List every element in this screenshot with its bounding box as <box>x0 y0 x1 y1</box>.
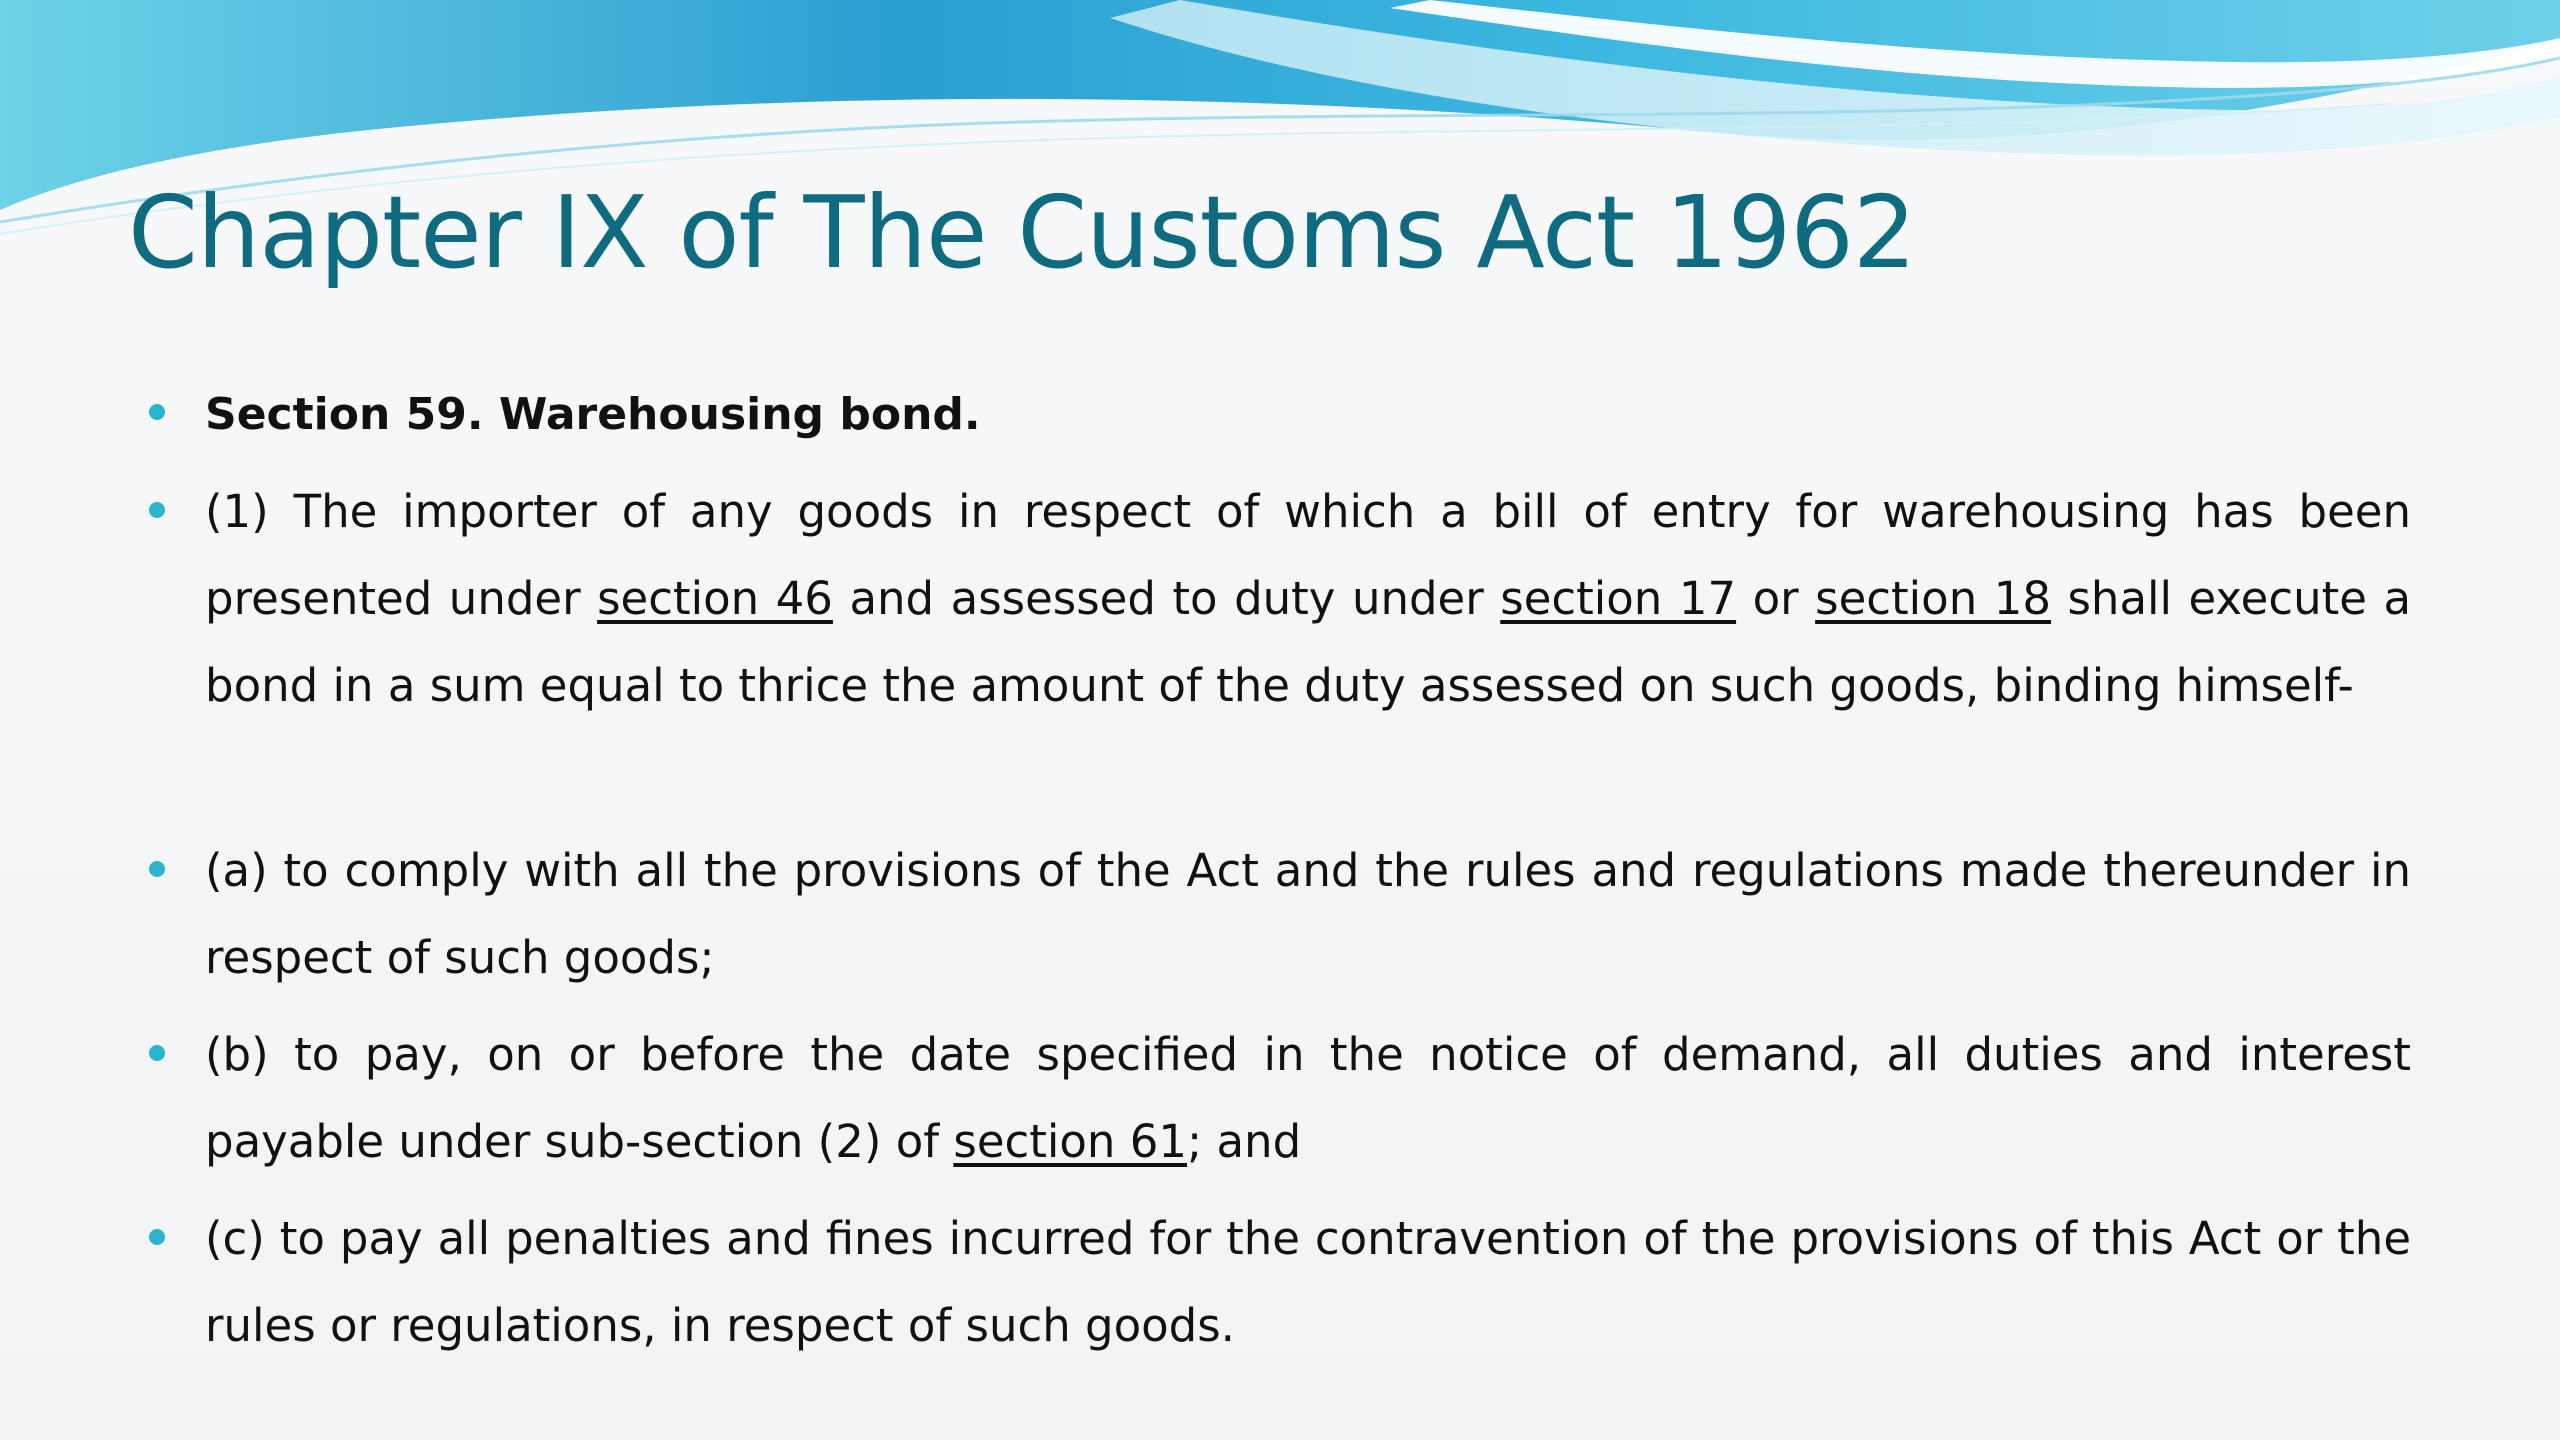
item-a-text: (a) to comply with all the provisions of the Act and the rules and regulations made thereunder in respect of such goods; <box>205 844 2411 984</box>
bullet-dot-icon <box>149 502 165 518</box>
section-17-link[interactable]: section 17 <box>1500 572 1737 625</box>
bullet-item-paragraph-1 <box>205 468 2411 729</box>
item-b-text-1: (b) to pay, on or before the date specified in the notice of demand, all duties and interest payable under sub-section (2) of <box>205 1028 2411 1168</box>
bullet-item-b <box>205 1011 2411 1185</box>
bullet-item-a <box>205 827 2411 1001</box>
paragraph-text-2: and assessed to duty under <box>832 572 1501 625</box>
section-18-link[interactable]: section 18 <box>1815 572 2051 625</box>
paragraph-text-1: (1) The importer of any goods in respect of which a bill of entry for warehousing has been presented under <box>205 485 2411 625</box>
bullet-dot-icon <box>149 404 165 420</box>
paragraph-text-4: shall execute a bond in a sum equal to thrice the amount of the duty assessed on such goods, binding himself- <box>205 572 2412 712</box>
bullet-item-heading <box>205 370 2411 458</box>
section-heading: Section 59. Warehousing bond. <box>205 389 981 440</box>
section-61-link[interactable]: section 61 <box>953 1115 1188 1168</box>
slide-title: Chapter IX of The Customs Act 1962 <box>128 174 1916 291</box>
bullet-dot-icon <box>149 861 165 877</box>
item-c-text: (c) to pay all penalties and fines incurred for the contravention of the provisions of this Act or the rules or regulations, in respect of such goods. <box>205 1212 2411 1352</box>
item-b-text-2: ; and <box>1187 1115 1302 1168</box>
bullet-dot-icon <box>149 1045 165 1061</box>
bullet-dot-icon <box>149 1229 165 1245</box>
section-46-link[interactable]: section 46 <box>597 572 833 625</box>
bullet-item-c <box>205 1195 2411 1369</box>
paragraph-text-3: or <box>1736 572 1816 625</box>
bullet-list <box>205 370 2411 1369</box>
